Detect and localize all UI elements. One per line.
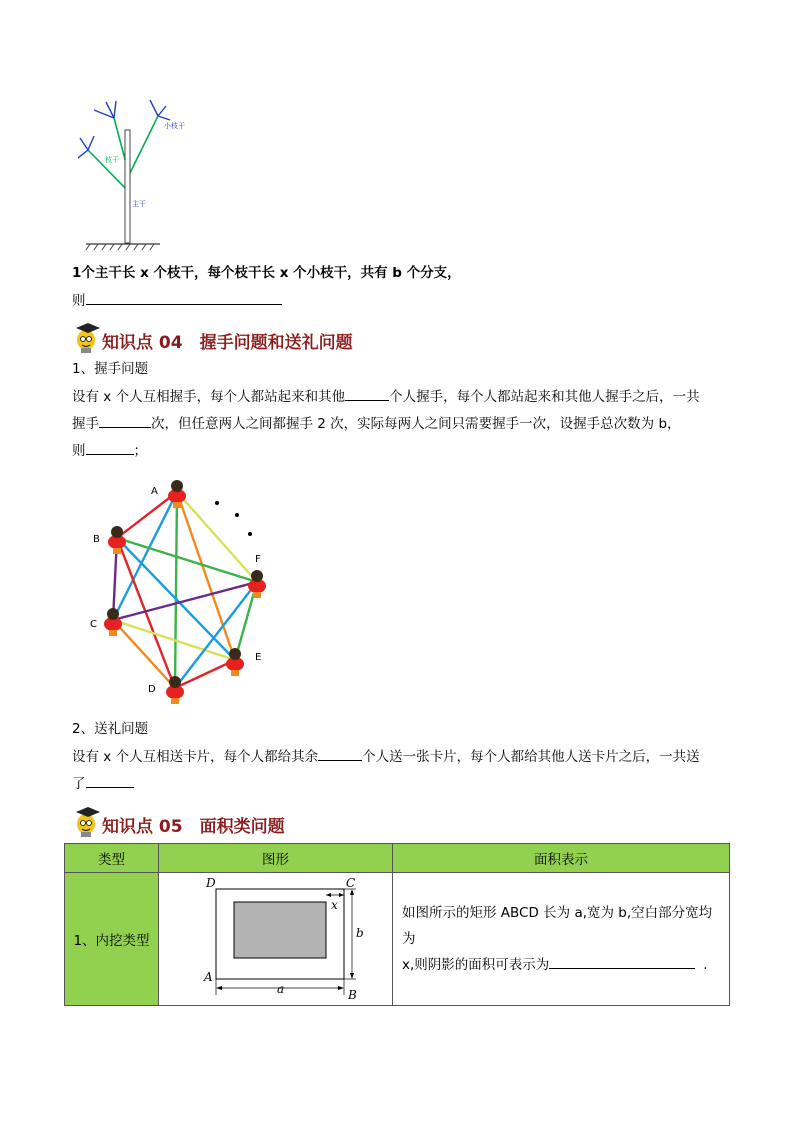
- handshake-edge: [113, 582, 257, 620]
- handshake-text-2b: 次，但任意两人之间都握手 2 次，实际每两人之间只需要握手一次，设握手总次数为 b，: [151, 416, 681, 432]
- node-label-A: A: [151, 486, 158, 497]
- row-figure: [159, 873, 393, 1006]
- ellipsis-dot: [235, 513, 239, 517]
- label-B: B: [347, 987, 357, 1002]
- tree-answer-prefix: 则: [72, 293, 86, 309]
- handshake-para-line1: [72, 386, 700, 407]
- handshake-text-1a: 设有 x 个人互相握手，每个人都站起来和其他: [72, 389, 346, 405]
- handshake-para-line3: [72, 440, 147, 461]
- handshake-text-3b: ；: [133, 443, 147, 459]
- section-04-title: 知识点 04 握手问题和送礼问题: [102, 333, 353, 353]
- desc-text-b: x,则阴影的面积可表示为: [402, 957, 550, 973]
- desc-text-c: .: [703, 957, 708, 973]
- node-label-E: E: [255, 652, 262, 663]
- tree-diagram: [78, 98, 198, 258]
- gift-text-2a: 了: [72, 776, 86, 792]
- row-area-description: [393, 873, 730, 1006]
- tree-answer-line: [72, 290, 282, 311]
- desc-blank: [549, 954, 695, 969]
- table-row: [65, 873, 730, 1006]
- row-type: 1、内挖类型: [65, 873, 159, 1006]
- node-label-B: B: [93, 534, 100, 545]
- gift-text-1a: 设有 x 个人互相送卡片，每个人都给其余: [72, 749, 319, 765]
- gift-heading: 2、送礼问题: [72, 721, 149, 737]
- lightbulb-teacher-icon: [72, 322, 102, 356]
- label-a: a: [276, 981, 284, 996]
- handshake-text-3a: 则: [72, 443, 86, 459]
- label-C: C: [345, 876, 355, 890]
- handshake-para-line2: [72, 413, 681, 434]
- node-label-D: D: [148, 684, 156, 695]
- tree-label-trunk: 主干: [132, 200, 146, 208]
- area-problem-table: [64, 843, 730, 1006]
- tree-answer-blank: [86, 290, 282, 305]
- handshake-blank-1: [345, 386, 389, 401]
- person-figure-icon: [108, 526, 126, 554]
- handshake-heading: 1、握手问题: [72, 361, 149, 377]
- gift-text-1b: 个人送一张卡片，每个人都给其他人送卡片之后，一共送: [362, 749, 700, 765]
- handshake-edge: [117, 538, 175, 688]
- node-label-F: F: [255, 554, 261, 565]
- handshake-edge: [175, 660, 235, 688]
- header-type: 类型: [65, 844, 159, 873]
- tree-question: 1个主干长 x 个枝干，每个枝干长 x 个小枝干，共有 b 个分支，: [72, 265, 461, 281]
- tree-label-small: 小枝干: [164, 122, 185, 130]
- handshake-blank-2: [99, 413, 151, 428]
- lightbulb-teacher-icon: [72, 806, 102, 840]
- label-D: D: [205, 876, 216, 890]
- gift-para-line1: [72, 746, 700, 767]
- label-b: b: [355, 925, 364, 940]
- table-header-row: [65, 844, 730, 873]
- gift-blank-1: [318, 746, 362, 761]
- header-figure: 图形: [159, 844, 393, 873]
- handshake-edge: [113, 492, 177, 620]
- section-05-title: 知识点 05 面积类问题: [102, 817, 285, 837]
- inner-rectangle-figure: [176, 877, 376, 1002]
- ellipsis-dot: [248, 532, 252, 536]
- person-figure-icon: [104, 608, 122, 636]
- desc-text-a: 如图所示的矩形 ABCD 长为 a,宽为 b,空白部分宽均为: [402, 905, 713, 947]
- gift-para-line2: [72, 773, 134, 794]
- handshake-edge: [175, 582, 257, 688]
- handshake-text-1b: 个人握手，每个人都站起来和其他人握手之后，一共: [389, 389, 700, 405]
- tree-label-branch: 枝干: [105, 156, 119, 164]
- label-A: A: [203, 969, 213, 984]
- gift-blank-2: [86, 773, 134, 788]
- handshake-graph: [85, 470, 285, 710]
- handshake-edge: [177, 492, 235, 660]
- label-x: x: [330, 897, 338, 912]
- handshake-edge: [117, 492, 177, 538]
- ellipsis-dot: [215, 501, 219, 505]
- handshake-text-2a: 握手: [72, 416, 99, 432]
- handshake-blank-3: [86, 440, 134, 455]
- header-area: 面积表示: [393, 844, 730, 873]
- node-label-C: C: [90, 619, 97, 630]
- handshake-edge: [175, 492, 177, 688]
